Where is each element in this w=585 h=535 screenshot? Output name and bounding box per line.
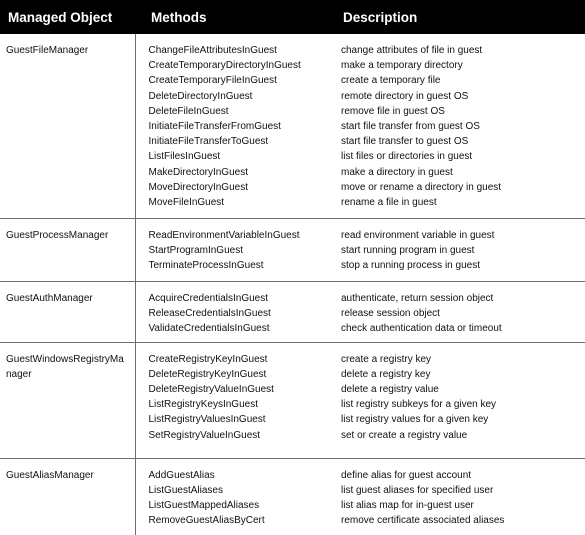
method-description: change attributes of file in guest (341, 45, 483, 56)
methods-cell (135, 34, 329, 218)
managed-object-name: GuestProcessManager (6, 229, 109, 241)
method-description: define alias for guest account (341, 469, 472, 481)
method-description: list guest aliases for specified user (341, 484, 494, 496)
method-description: list registry values for a given key (341, 414, 489, 426)
method-name: MoveFileInGuest (148, 197, 225, 209)
method-name: ChangeFileAttributesInGuest (148, 45, 277, 56)
managed-object-cell (0, 281, 135, 342)
methods-cell (135, 218, 329, 281)
table-body (0, 34, 585, 535)
method-name: AcquireCredentialsInGuest (148, 292, 269, 304)
method-description: make a directory in guest (341, 166, 453, 178)
method-name: MoveDirectoryInGuest (148, 181, 248, 193)
method-description: rename a file in guest (341, 197, 437, 209)
method-name: DeleteRegistryKeyInGuest (148, 368, 267, 380)
method-description: move or rename a directory in guest (341, 181, 502, 193)
table-row (0, 281, 585, 342)
header-description: Description (329, 0, 585, 34)
method-description: list registry subkeys for a given key (341, 399, 497, 411)
method-name: MakeDirectoryInGuest (148, 166, 248, 178)
method-description: set or create a registry value (341, 429, 468, 441)
method-name: CreateRegistryKeyInGuest (148, 353, 268, 365)
managed-object-name: GuestFileManager (6, 45, 89, 56)
method-description: list alias map for in-guest user (341, 499, 474, 511)
method-description: create a temporary file (341, 75, 441, 87)
method-description: check authentication data or timeout (341, 322, 502, 334)
managed-object-cell (0, 218, 135, 281)
method-description: remove certificate associated aliases (341, 515, 505, 527)
method-name: StartProgramInGuest (148, 244, 243, 256)
method-description: stop a running process in guest (341, 259, 480, 271)
method-name: TerminateProcessInGuest (148, 259, 264, 271)
method-name: ListFilesInGuest (148, 151, 221, 163)
method-name: ListGuestAliases (148, 484, 223, 496)
method-description: read environment variable in guest (341, 229, 495, 241)
table-row (0, 342, 585, 458)
methods-cell (135, 281, 329, 342)
method-description: create a registry key (341, 353, 432, 365)
method-description: start file transfer from guest OS (341, 121, 480, 133)
method-name: RemoveGuestAliasByCert (148, 515, 265, 527)
method-name: AddGuestAlias (148, 469, 215, 481)
description-cell (329, 342, 585, 458)
table-row (0, 218, 585, 281)
method-name: ValidateCredentialsInGuest (148, 322, 270, 334)
method-description: start file transfer to guest OS (341, 136, 469, 148)
managed-object-cell (0, 342, 135, 458)
method-description: make a temporary directory (341, 60, 463, 72)
description-cell (329, 34, 585, 218)
managed-object-name: GuestAliasManager (6, 469, 94, 481)
header-managed-object: Managed Object (0, 0, 135, 34)
method-name: CreateTemporaryFileInGuest (148, 75, 277, 87)
header-methods: Methods (135, 0, 329, 34)
method-description: remote directory in guest OS (341, 90, 469, 102)
description-cell (329, 458, 585, 535)
method-name: DeleteFileInGuest (148, 105, 229, 117)
description-cell (329, 281, 585, 342)
method-description: delete a registry value (341, 383, 439, 395)
method-name: DeleteRegistryValueInGuest (148, 383, 274, 395)
method-description: authenticate, return session object (341, 292, 494, 304)
description-cell (329, 218, 585, 281)
method-name: CreateTemporaryDirectoryInGuest (148, 60, 301, 72)
method-description: delete a registry key (341, 368, 431, 380)
managed-object-cell (0, 34, 135, 218)
method-description: list files or directories in guest (341, 151, 473, 163)
table-header (0, 0, 585, 34)
header-row (0, 0, 585, 34)
table-row (0, 458, 585, 535)
methods-cell (135, 458, 329, 535)
method-name: SetRegistryValueInGuest (148, 429, 261, 441)
managed-object-name: GuestWindowsRegistryManager (6, 353, 124, 380)
managed-object-cell (0, 458, 135, 535)
methods-cell (135, 342, 329, 458)
method-name: InitiateFileTransferFromGuest (148, 121, 281, 133)
method-name: ListGuestMappedAliases (148, 499, 260, 511)
method-description: release session object (341, 307, 440, 319)
method-name: ReadEnvironmentVariableInGuest (148, 229, 300, 241)
method-name: ListRegistryKeysInGuest (148, 399, 258, 411)
method-description: remove file in guest OS (341, 105, 445, 117)
table-row (0, 34, 585, 218)
method-name: DeleteDirectoryInGuest (148, 90, 253, 102)
method-description: start running program in guest (341, 244, 475, 256)
method-name: ListRegistryValuesInGuest (148, 414, 266, 426)
method-name: InitiateFileTransferToGuest (148, 136, 269, 148)
method-name: ReleaseCredentialsInGuest (148, 307, 271, 319)
managed-object-name: GuestAuthManager (6, 292, 93, 304)
